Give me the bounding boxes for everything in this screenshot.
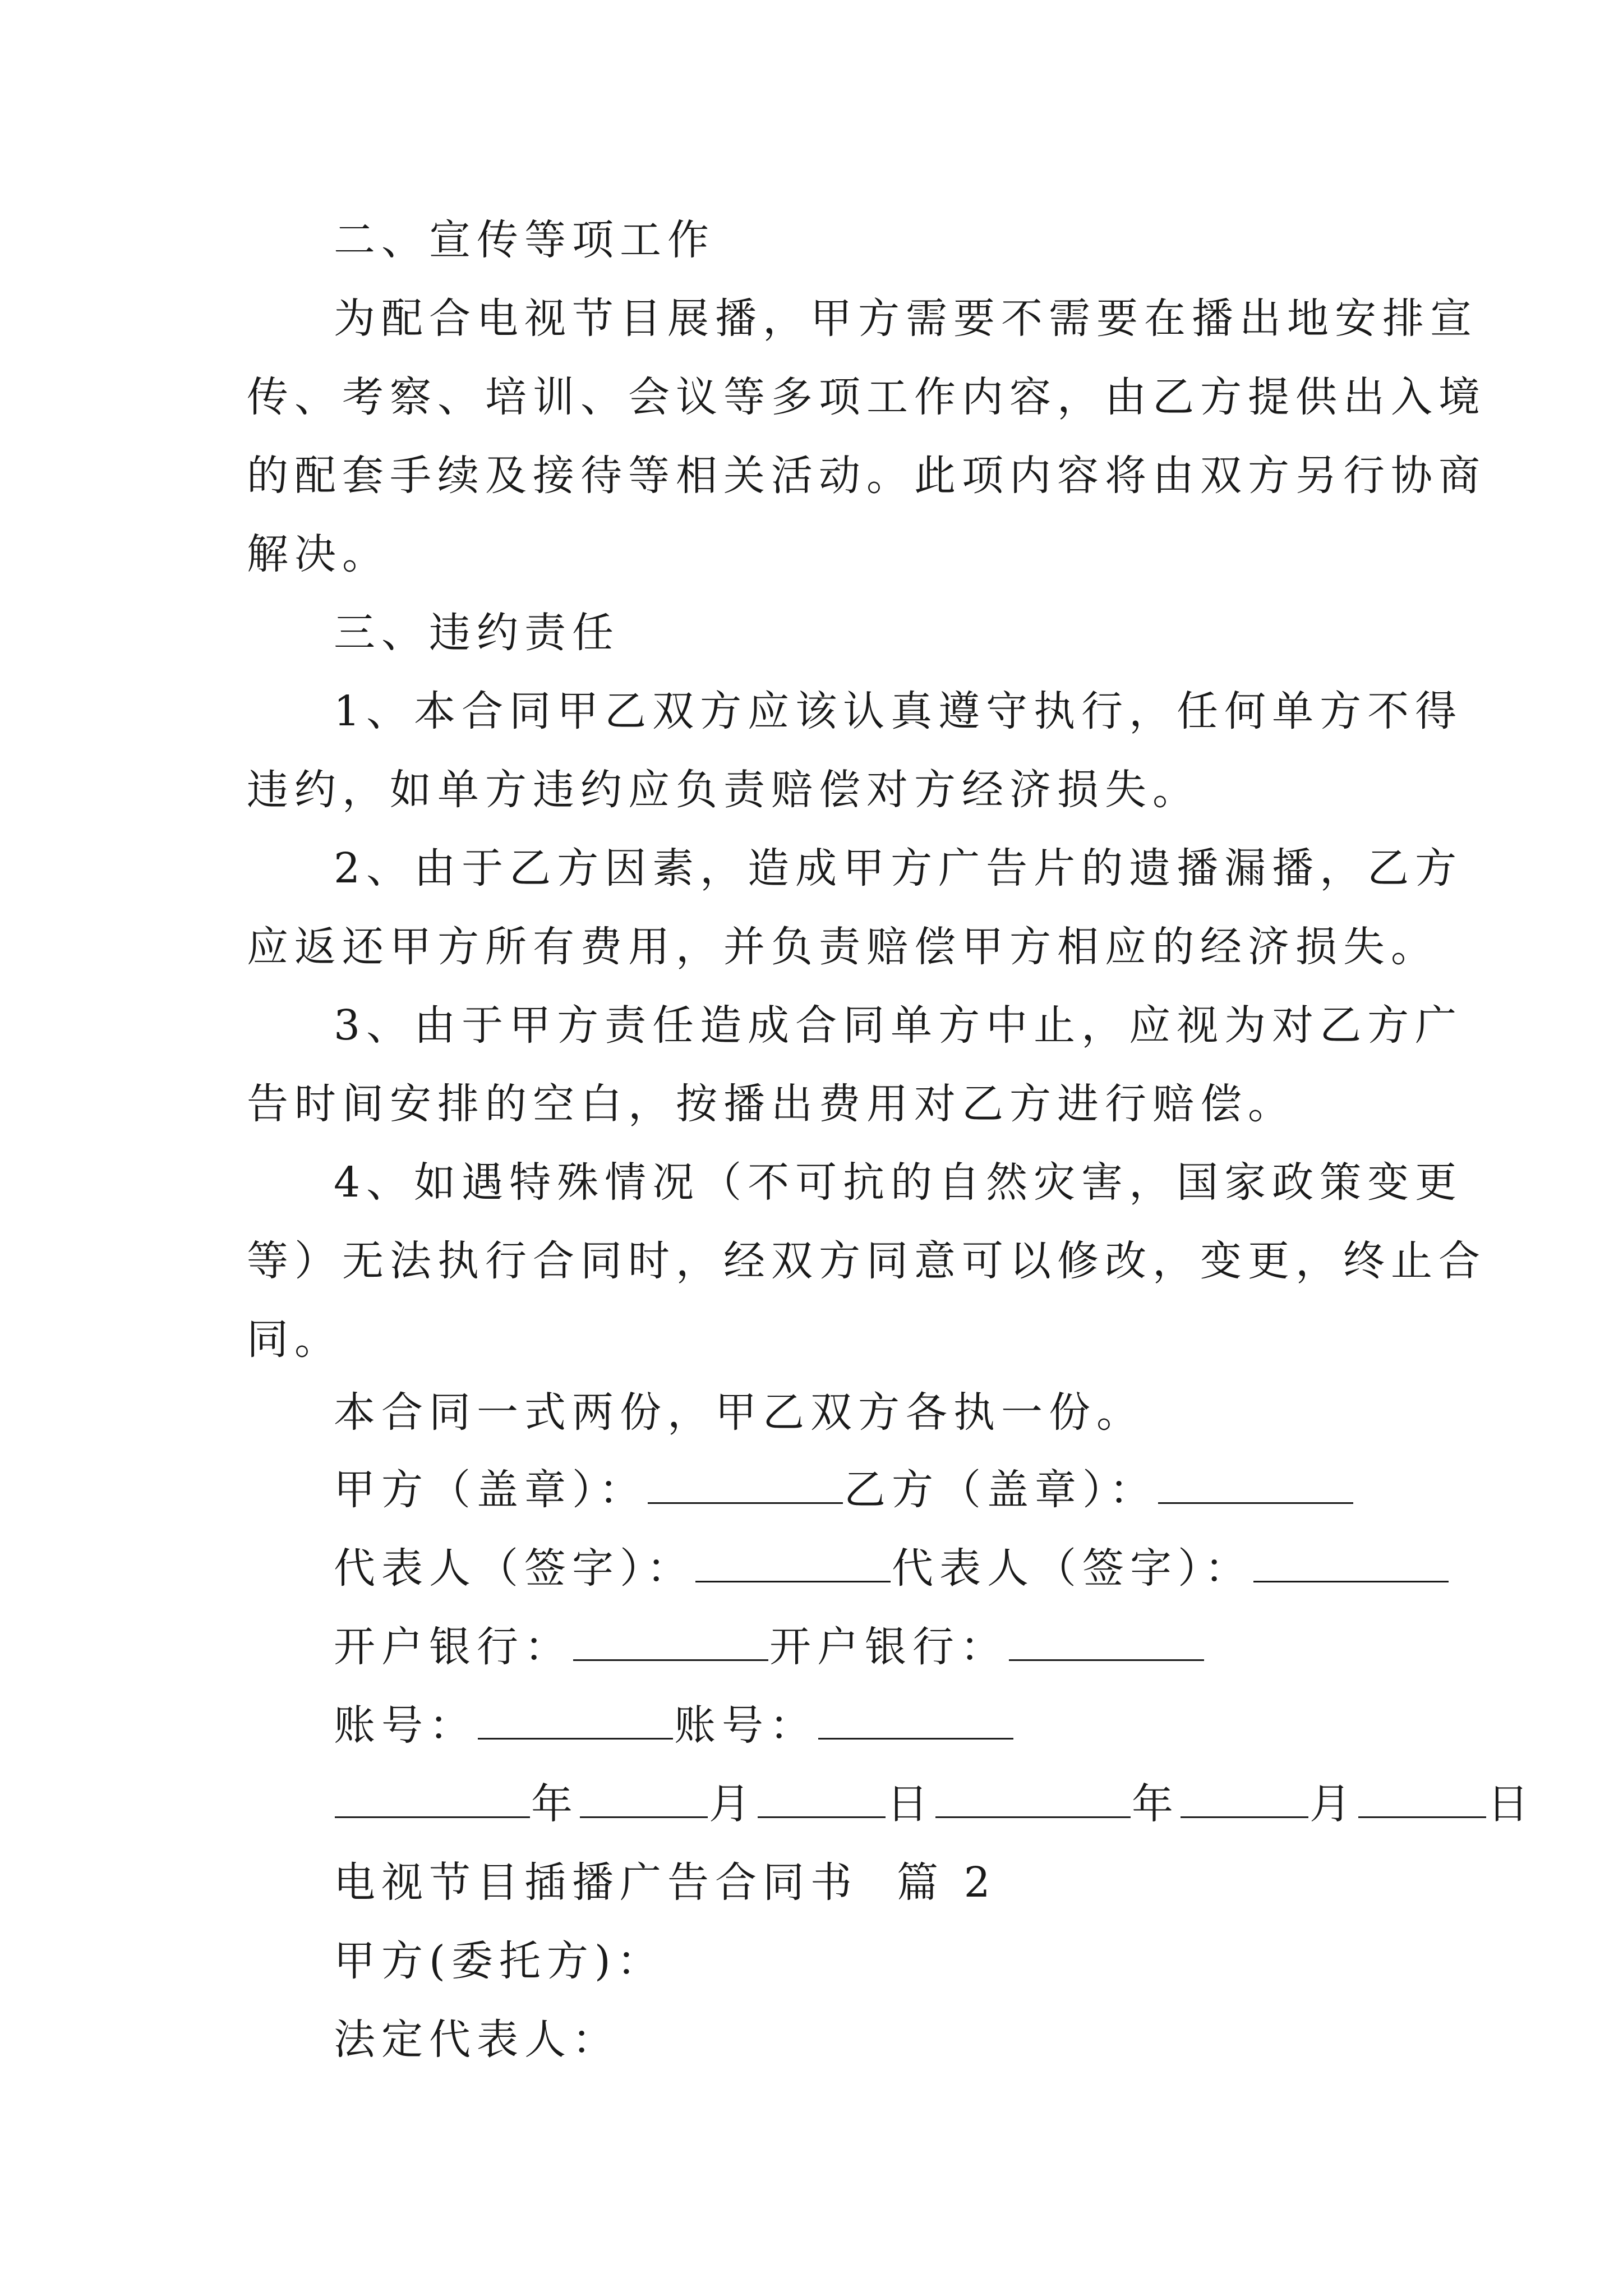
month-label: 月 (709, 1780, 757, 1828)
paragraph-line: 同。 (247, 1315, 342, 1364)
blank-field (1358, 1816, 1486, 1818)
blank-field (695, 1580, 891, 1582)
bank-b-label: 开户银行： (769, 1623, 1008, 1671)
blank-field (1181, 1816, 1308, 1818)
paragraph-line: 4、如遇特殊情况（不可抗的自然灾害，国家政策变更 (334, 1158, 1463, 1207)
year-label: 年 (531, 1780, 579, 1828)
month-label: 月 (1310, 1780, 1357, 1828)
date-line (334, 1776, 1535, 1832)
section-heading: 三、违约责任 (334, 609, 620, 657)
closing-text: 本合同一式两份，甲乙双方各执一份。 (334, 1388, 1144, 1437)
paragraph-line: 告时间安排的空白，按播出费用对乙方进行赔偿。 (247, 1080, 1295, 1128)
section-title: 电视节目插播广告合同书 篇 2 (334, 1858, 997, 1907)
blank-field (1009, 1659, 1204, 1661)
paragraph-line: 的配套手续及接待等相关活动。此项内容将由双方另行协商 (247, 452, 1486, 500)
blank-field (478, 1737, 673, 1740)
blank-field (818, 1737, 1013, 1740)
account-a-label: 账号： (334, 1701, 477, 1750)
section-heading: 二、宣传等项工作 (334, 216, 715, 264)
day-label: 日 (887, 1780, 934, 1828)
blank-field (935, 1816, 1131, 1818)
blank-field (648, 1502, 843, 1504)
bank-line (334, 1619, 1483, 1675)
legal-rep-line: 法定代表人： (334, 2016, 620, 2064)
paragraph-line: 2、由于乙方因素，造成甲方广告片的遗播漏播，乙方 (334, 844, 1463, 892)
seal-line (334, 1462, 1483, 1518)
party-a-seal-label: 甲方（盖章）： (334, 1466, 647, 1514)
paragraph-line: 违约，如单方违约应负责赔偿对方经济损失。 (247, 766, 1200, 814)
party-a-line: 甲方(委托方)： (334, 1937, 665, 1985)
paragraph-line: 应返还甲方所有费用，并负责赔偿甲方相应的经济损失。 (247, 923, 1438, 971)
paragraph-line: 传、考察、培训、会议等多项工作内容，由乙方提供出入境 (247, 373, 1486, 421)
account-line (334, 1697, 1483, 1754)
bank-a-label: 开户银行： (334, 1623, 572, 1671)
representative-line (334, 1540, 1483, 1596)
blank-field (1158, 1502, 1353, 1504)
blank-field (1253, 1580, 1449, 1582)
rep-b-label: 代表人（签字）： (892, 1544, 1252, 1593)
paragraph-line: 1、本合同甲乙双方应该认真遵守执行，任何单方不得 (334, 687, 1463, 735)
blank-field (580, 1816, 708, 1818)
paragraph-line: 为配合电视节目展播，甲方需要不需要在播出地安排宣 (334, 295, 1478, 343)
blank-field (758, 1816, 886, 1818)
rep-a-label: 代表人（签字）： (334, 1544, 694, 1593)
paragraph-line: 解决。 (247, 530, 390, 578)
blank-field (335, 1816, 530, 1818)
account-b-label: 账号： (674, 1701, 817, 1750)
paragraph-line: 等）无法执行合同时，经双方同意可以修改，变更，终止合 (247, 1237, 1486, 1285)
party-b-seal-label: 乙方（盖章）： (844, 1466, 1157, 1514)
day-label: 日 (1487, 1780, 1535, 1828)
blank-field (573, 1659, 768, 1661)
paragraph-line: 3、由于甲方责任造成合同单方中止，应视为对乙方广 (334, 1001, 1463, 1050)
year-label: 年 (1132, 1780, 1179, 1828)
